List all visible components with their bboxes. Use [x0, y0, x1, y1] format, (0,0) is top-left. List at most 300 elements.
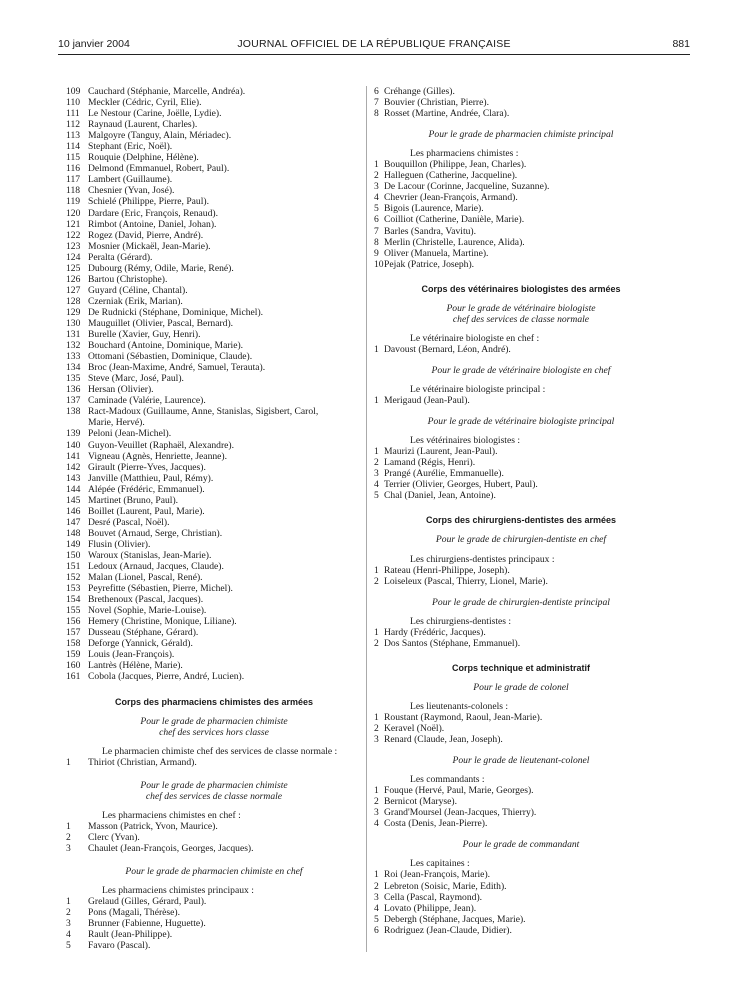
item-name: Ottomani (Sébastien, Dominique, Claude). [88, 351, 253, 363]
corps-heading-dentistes: Corps des chirurgiens-dentistes des armées [425, 515, 617, 526]
item-name: Favaro (Pascal). [88, 940, 151, 952]
item-name: Louis (Jean-François). [88, 649, 175, 661]
item-number: 156 [66, 616, 81, 628]
item-number: 153 [66, 583, 81, 595]
list-item [66, 263, 362, 274]
item-number: 2 [374, 170, 379, 182]
item-number: 4 [374, 192, 379, 204]
item-name: Rouquie (Delphine, Hélène). [88, 152, 199, 164]
item-name: Le Nestour (Carine, Joëlle, Lydie). [88, 108, 222, 120]
nomination-list [374, 344, 668, 355]
list-item [66, 318, 362, 329]
list-item [374, 446, 668, 457]
category-label: Le pharmacien chimiste chef des services de classe normale : [102, 745, 338, 757]
list-item [374, 214, 668, 225]
nomination-list [374, 446, 668, 501]
item-name: Créhange (Gilles). [384, 86, 455, 97]
item-number: 144 [66, 483, 81, 495]
item-number: 1 [374, 869, 379, 881]
item-name: Lamand (Régis, Henri). [384, 457, 476, 469]
category-label: Les vétérinaires biologistes : [410, 435, 521, 447]
list-item [374, 925, 668, 936]
item-name: Pons (Magali, Thérèse). [88, 907, 181, 919]
item-number: 145 [66, 494, 81, 506]
list-item [66, 428, 362, 439]
list-item [66, 561, 362, 572]
item-name: Pejak (Patrice, Joseph). [384, 258, 475, 270]
item-number: 2 [374, 796, 379, 808]
journal-title: JOURNAL OFFICIEL DE LA RÉPUBLIQUE FRANÇAISE [237, 38, 511, 50]
list-item [374, 97, 668, 108]
grade-heading-line: Pour le grade de pharmacien chimiste [140, 779, 288, 791]
grade-heading [374, 303, 668, 325]
item-name: Keravel (Noël). [384, 723, 445, 735]
item-name: Ract-Madoux (Guillaume, Anne, Stanislas, Sigisbert, Carol, [88, 406, 319, 418]
item-number: 123 [66, 240, 81, 252]
item-number: 140 [66, 439, 81, 451]
list-item [374, 576, 668, 587]
list-item [66, 384, 362, 395]
page-header [58, 38, 690, 54]
list-item [374, 914, 668, 925]
item-name: Steve (Marc, José, Paul). [88, 373, 184, 385]
right-column [374, 86, 668, 936]
category-label: Le vétérinaire biologiste en chef : [410, 332, 540, 344]
item-number: 161 [66, 671, 81, 683]
item-number: 7 [374, 225, 379, 237]
item-name: Lebreton (Soisic, Marie, Edith). [384, 880, 507, 892]
item-number: 122 [66, 229, 81, 241]
item-name: Dos Santos (Stéphane, Emmanuel). [384, 637, 521, 649]
item-name: Stephant (Eric, Noël). [88, 141, 173, 153]
item-number: 147 [66, 516, 81, 528]
item-number: 109 [66, 86, 81, 97]
list-item [66, 473, 362, 484]
item-number: 3 [66, 918, 71, 930]
list-item [66, 843, 362, 854]
list-item [66, 528, 362, 539]
list-item [66, 119, 362, 130]
list-item [374, 226, 668, 237]
list-item [374, 181, 668, 192]
list-item [66, 832, 362, 843]
left-column [66, 86, 362, 951]
list-item [374, 159, 668, 170]
item-name: Novel (Sophie, Marie-Louise). [88, 605, 207, 617]
item-name: Deforge (Yannick, Gérald). [88, 638, 193, 650]
column-divider [366, 86, 367, 952]
list-item [66, 163, 362, 174]
item-number: 10 [374, 258, 384, 270]
item-number: 128 [66, 295, 81, 307]
category-label: Les capitaines : [410, 858, 470, 870]
nomination-list [66, 821, 362, 854]
grade-heading: Pour le grade de commandant [462, 839, 580, 851]
item-number: 113 [66, 130, 81, 142]
item-name: Fouque (Hervé, Paul, Marie, Georges). [384, 785, 534, 797]
item-name: Renard (Claude, Jean, Joseph). [384, 734, 503, 746]
list-item [374, 627, 668, 638]
item-number: 6 [374, 924, 379, 936]
grade-heading: Pour le grade de pharmacien chimiste principal [428, 129, 614, 141]
list-item [66, 605, 362, 616]
list-item [374, 818, 668, 829]
list-item [374, 869, 668, 880]
list-item [66, 671, 362, 682]
item-name: Peralta (Gérard). [88, 251, 153, 263]
list-item [66, 340, 362, 351]
list-item [66, 86, 362, 97]
list-item [374, 86, 668, 97]
item-name: Costa (Denis, Jean-Pierre). [384, 818, 488, 830]
item-name: Chesnier (Yvan, José). [88, 185, 175, 197]
item-name: Hersan (Olivier). [88, 384, 154, 396]
item-number: 2 [66, 907, 71, 919]
item-number: 126 [66, 273, 81, 285]
item-name: Martinet (Bruno, Paul). [88, 494, 179, 506]
list-item [66, 495, 362, 506]
item-name: Bigois (Laurence, Marie). [384, 203, 484, 215]
nomination-list [66, 86, 362, 683]
list-item [374, 248, 668, 259]
item-name: Davoust (Bernard, Léon, André). [384, 343, 511, 355]
list-item [374, 903, 668, 914]
list-item [66, 208, 362, 219]
item-number: 3 [374, 181, 379, 193]
item-number: 9 [374, 247, 379, 259]
corps-heading-veterinaires: Corps des vétérinaires biologistes des armées [421, 283, 621, 294]
item-name: Terrier (Olivier, Georges, Hubert, Paul). [384, 479, 538, 491]
list-item [66, 462, 362, 473]
item-name: Mosnier (Mickaël, Jean-Marie). [88, 240, 211, 252]
item-name: Bouquillon (Philippe, Jean, Charles). [384, 159, 527, 171]
grade-heading: Pour le grade de chirurgien-dentiste en chef [435, 534, 607, 546]
item-name: Rogez (David, Pierre, André). [88, 229, 204, 241]
list-item [66, 649, 362, 660]
nomination-list [374, 565, 668, 587]
item-name: Barles (Sandra, Vavitu). [384, 225, 477, 237]
page-number: 881 [672, 38, 690, 50]
item-name: Cauchard (Stéphanie, Marcelle, Andréa). [88, 86, 246, 97]
item-name: Burelle (Xavier, Guy, Henri). [88, 329, 201, 341]
list-item [66, 296, 362, 307]
item-number: 129 [66, 306, 81, 318]
item-name: Grelaud (Gilles, Gérard, Paul). [88, 896, 207, 908]
item-number: 149 [66, 538, 81, 550]
item-number: 1 [66, 820, 71, 832]
item-number: 2 [374, 457, 379, 469]
item-number: 1 [66, 896, 71, 908]
item-name: Oliver (Manuela, Martine). [384, 247, 489, 259]
nomination-list [374, 785, 668, 829]
list-item [374, 457, 668, 468]
item-name: Raynaud (Laurent, Charles). [88, 119, 198, 131]
item-name: Schielé (Philippe, Pierre, Paul). [88, 196, 209, 208]
item-name: Chal (Daniel, Jean, Antoine). [384, 490, 496, 502]
item-name: Chevrier (Jean-François, Armand). [384, 192, 518, 204]
item-number: 1 [374, 626, 379, 638]
item-name: Peloni (Jean-Michel). [88, 428, 172, 440]
list-item [374, 237, 668, 248]
list-item [374, 259, 668, 270]
list-item [374, 565, 668, 576]
list-item [66, 821, 362, 832]
item-name: Alépée (Frédéric, Emmanuel). [88, 483, 205, 495]
item-number: 130 [66, 317, 81, 329]
list-item [66, 285, 362, 296]
category-label: Les lieutenants-colonels : [410, 700, 509, 712]
nomination-list [374, 159, 668, 269]
item-name: Hemery (Christine, Monique, Liliane). [88, 616, 237, 628]
item-name: Hardy (Frédéric, Jacques). [384, 626, 486, 638]
item-name: Flusin (Olivier). [88, 538, 151, 550]
item-name: Clerc (Yvan). [88, 831, 140, 843]
item-name: Rosset (Martine, Andrée, Clara). [384, 108, 510, 120]
item-name: Guyard (Céline, Chantal). [88, 284, 188, 296]
item-number: 1 [374, 343, 379, 355]
grade-heading-line: chef des services de classe normale [145, 790, 283, 802]
item-name: Merigaud (Jean-Paul). [384, 395, 470, 407]
item-name: Maurizi (Laurent, Jean-Paul). [384, 446, 498, 458]
list-item [374, 881, 668, 892]
grade-heading: Pour le grade de colonel [473, 681, 569, 693]
item-number: 115 [66, 152, 81, 164]
item-name: Chaulet (Jean-François, Georges, Jacques). [88, 843, 254, 854]
list-item [66, 307, 362, 318]
item-name: Vigneau (Agnès, Henriette, Jeanne). [88, 450, 228, 462]
item-number: 157 [66, 627, 81, 639]
item-name: Dusseau (Stéphane, Gérard). [88, 627, 199, 639]
item-name: Desré (Pascal, Noël). [88, 516, 170, 528]
list-item [374, 468, 668, 479]
item-name: Rateau (Henri-Philippe, Joseph). [384, 564, 510, 576]
item-name: Ledoux (Arnaud, Jacques, Claude). [88, 561, 224, 573]
item-number: 125 [66, 262, 81, 274]
grade-heading [66, 716, 362, 738]
list-item [374, 170, 668, 181]
item-number: 117 [66, 174, 81, 186]
item-name: Roi (Jean-François, Marie). [384, 869, 491, 881]
list-item [66, 241, 362, 252]
item-name: Debergh (Stéphane, Jacques, Marie). [384, 913, 526, 925]
list-item [66, 108, 362, 119]
item-number: 139 [66, 428, 81, 440]
item-name: Bouvier (Christian, Pierre). [384, 97, 489, 109]
item-name: Brunner (Fabienne, Huguette). [88, 918, 206, 930]
item-name: Lambert (Guillaume). [88, 174, 173, 186]
item-name: Waroux (Stanislas, Jean-Marie). [88, 549, 212, 561]
item-number: 8 [374, 236, 379, 248]
item-name: Delmond (Emmanuel, Robert, Paul). [88, 163, 230, 175]
item-number: 152 [66, 572, 81, 584]
list-item [374, 490, 668, 501]
item-name: Roustant (Raymond, Raoul, Jean-Marie). [384, 711, 543, 723]
item-name: Dardare (Eric, François, Renaud). [88, 207, 218, 219]
item-number: 120 [66, 207, 81, 219]
list-item [66, 130, 362, 141]
item-name: Broc (Jean-Maxime, André, Samuel, Terauta). [88, 362, 266, 374]
list-item [66, 539, 362, 550]
item-number: 134 [66, 362, 81, 374]
list-item [66, 185, 362, 196]
item-number: 1 [374, 159, 379, 171]
nomination-list [374, 395, 668, 406]
item-number: 2 [374, 880, 379, 892]
item-number: 111 [66, 108, 80, 120]
item-name: Rimbot (Antoine, Daniel, Johan). [88, 218, 217, 230]
item-number: 160 [66, 660, 81, 672]
list-item [66, 550, 362, 561]
item-name: Boillet (Laurent, Paul, Marie). [88, 505, 205, 517]
list-item [66, 484, 362, 495]
item-number: 127 [66, 284, 81, 296]
list-item [66, 97, 362, 108]
item-number: 5 [374, 490, 379, 502]
item-name: Brethenoux (Pascal, Jacques). [88, 594, 204, 606]
list-item [66, 196, 362, 207]
item-number: 4 [374, 479, 379, 491]
list-item [66, 907, 362, 918]
item-number: 5 [374, 913, 379, 925]
list-item [374, 638, 668, 649]
item-name: Rodriguez (Jean-Claude, Didier). [384, 924, 512, 936]
item-number: 3 [374, 891, 379, 903]
item-number: 2 [374, 575, 379, 587]
category-label: Les chirurgiens-dentistes principaux : [410, 553, 555, 565]
item-name: Janville (Matthieu, Paul, Rémy). [88, 472, 214, 484]
item-number: 1 [374, 395, 379, 407]
list-item [374, 807, 668, 818]
item-number: 3 [374, 468, 379, 480]
list-item [66, 274, 362, 285]
list-item [66, 918, 362, 929]
category-label: Les pharmaciens chimistes : [410, 148, 519, 160]
list-item [374, 712, 668, 723]
grade-heading: Pour le grade de vétérinaire biologiste principal [427, 416, 615, 428]
item-number: 131 [66, 329, 81, 341]
item-number: 6 [374, 86, 379, 97]
item-number: 2 [374, 723, 379, 735]
nomination-list [374, 869, 668, 935]
item-name: Dubourg (Rémy, Odile, Marie, René). [88, 262, 234, 274]
list-item [374, 723, 668, 734]
list-item [66, 230, 362, 241]
item-number: 2 [374, 637, 379, 649]
item-number: 142 [66, 461, 81, 473]
nomination-list [374, 627, 668, 649]
item-name: Girault (Pierre-Yves, Jacques). [88, 461, 206, 473]
category-label: Le vétérinaire biologiste principal : [410, 383, 546, 395]
item-name: Guyon-Veuillet (Raphaël, Alexandre). [88, 439, 234, 451]
item-name: Bouvet (Arnaud, Serge, Christian). [88, 527, 223, 539]
item-number: 3 [374, 734, 379, 746]
item-number: 8 [374, 108, 379, 120]
item-number: 4 [374, 818, 379, 830]
item-number: 155 [66, 605, 81, 617]
list-item [66, 252, 362, 263]
grade-heading: Pour le grade de vétérinaire biologiste en chef [431, 364, 611, 376]
item-number: 112 [66, 119, 81, 131]
item-name: Bartou (Christophe). [88, 273, 168, 285]
corps-heading-pharmaciens: Corps des pharmaciens chimistes des armées [114, 696, 314, 707]
list-item [66, 929, 362, 940]
grade-heading: Pour le grade de lieutenant-colonel [452, 755, 590, 767]
item-number: 141 [66, 450, 81, 462]
item-number: 4 [66, 929, 71, 941]
item-name: Lovato (Philippe, Jean). [384, 902, 477, 914]
item-number: 116 [66, 163, 81, 175]
list-item [374, 192, 668, 203]
item-number: 1 [374, 564, 379, 576]
item-number: 154 [66, 594, 81, 606]
item-number: 5 [374, 203, 379, 215]
list-item [66, 506, 362, 517]
item-number: 158 [66, 638, 81, 650]
item-name: Peyrefitte (Sébastien, Pierre, Michel). [88, 583, 233, 595]
list-item [66, 451, 362, 462]
item-name: Loiseleux (Pascal, Thierry, Lionel, Marie). [384, 575, 548, 587]
grade-heading-line: Pour le grade de vétérinaire biologiste [446, 302, 596, 314]
item-name: De Rudnicki (Stéphane, Dominique, Michel). [88, 306, 264, 318]
list-item [66, 174, 362, 185]
item-number: 143 [66, 472, 81, 484]
item-number: 2 [66, 831, 71, 843]
item-number: 159 [66, 649, 81, 661]
nomination-list [374, 712, 668, 745]
category-label: Les pharmaciens chimistes principaux : [102, 885, 254, 897]
list-item [66, 152, 362, 163]
list-item [66, 517, 362, 528]
list-item [66, 440, 362, 451]
list-item [66, 395, 362, 406]
grade-heading-line: Pour le grade de pharmacien chimiste [140, 715, 288, 727]
item-number: 114 [66, 141, 81, 153]
list-item [66, 594, 362, 605]
list-item [374, 344, 668, 355]
list-item [374, 395, 668, 406]
grade-heading-line: chef des services de classe normale [452, 313, 590, 325]
list-item [66, 373, 362, 384]
list-item [66, 219, 362, 230]
item-number: 110 [66, 97, 81, 109]
item-number: 6 [374, 214, 379, 226]
item-number: 137 [66, 395, 81, 407]
item-number: 7 [374, 97, 379, 109]
item-name: Czerniak (Erik, Marian). [88, 295, 183, 307]
item-number: 148 [66, 527, 81, 539]
nomination-list [374, 86, 668, 119]
item-name: Merlin (Christelle, Laurence, Alida). [384, 236, 525, 248]
list-item [66, 406, 362, 428]
item-number: 136 [66, 384, 81, 396]
corps-heading-technique: Corps technique et administratif [451, 662, 591, 673]
nomination-list [66, 757, 362, 768]
list-item [66, 362, 362, 373]
list-item [66, 940, 362, 951]
list-item [66, 896, 362, 907]
item-name: Lantrès (Hélène, Marie). [88, 660, 183, 672]
item-name: Malan (Lionel, Pascal, René). [88, 572, 203, 584]
item-name: Caminade (Valérie, Laurence). [88, 395, 206, 407]
grade-heading-line: chef des services hors classe [159, 726, 269, 738]
list-item [66, 660, 362, 671]
list-item [66, 757, 362, 768]
item-name: Prangé (Aurélie, Emmanuelle). [384, 468, 504, 480]
item-name: Malgoyre (Tanguy, Alain, Mériadec). [88, 130, 232, 142]
list-item [66, 616, 362, 627]
item-name: Bouchard (Antoine, Dominique, Marie). [88, 340, 244, 352]
item-number: 1 [374, 711, 379, 723]
